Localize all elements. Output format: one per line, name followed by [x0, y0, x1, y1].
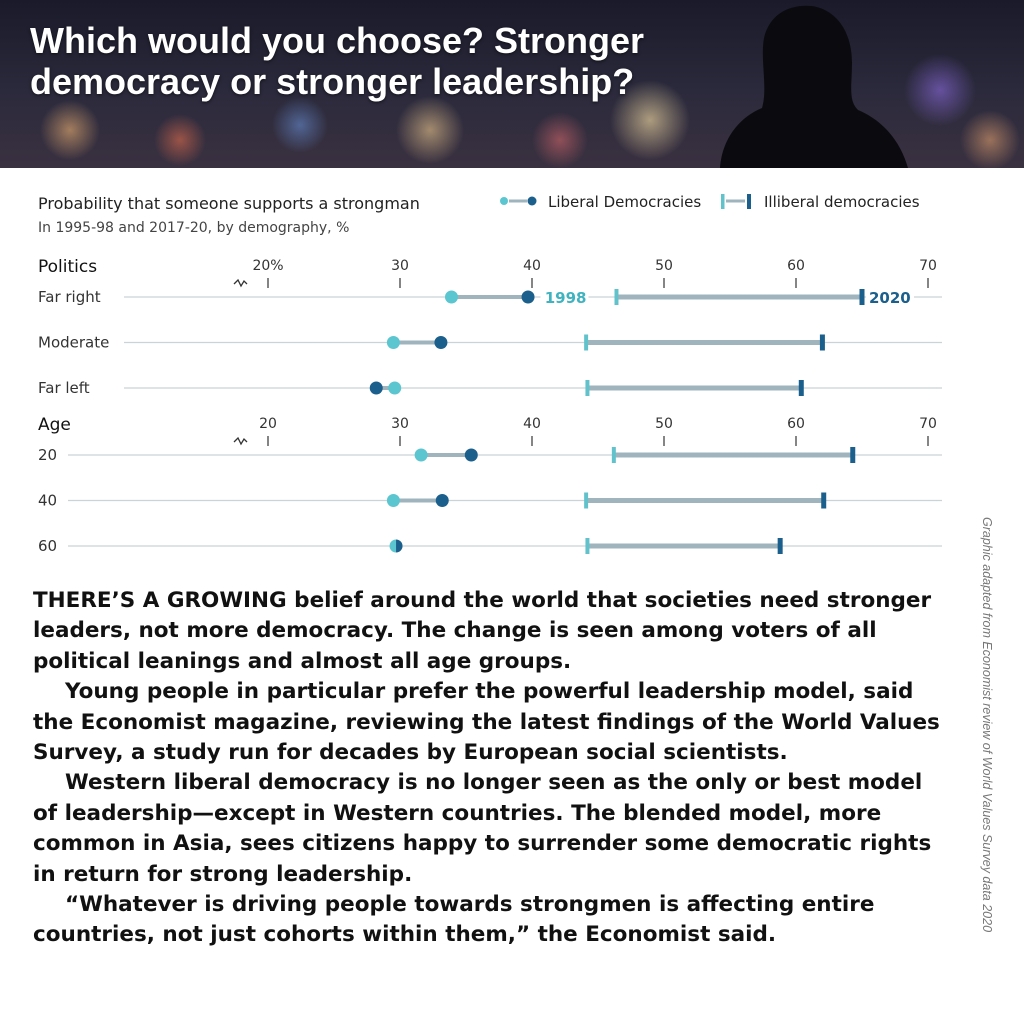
liberal-2017-dot: [370, 382, 383, 395]
chart-subtitle: In 1995-98 and 2017-20, by demography, %: [38, 220, 350, 236]
axis-break-icon: [234, 438, 247, 444]
liberal-1995-dot: [390, 540, 397, 553]
x-tick-label: 60: [787, 416, 805, 432]
chart-row: [38, 379, 942, 397]
article-paragraph-text: Western liberal democracy is no longer seen as the only or best model of leadership—except in Western countries. The blended model, more common in Asia, sees citizens happy to surrender some democratic rights in return for strong leadership.: [33, 770, 932, 887]
x-tick-label: 60: [787, 258, 805, 274]
chart-row: [38, 446, 942, 464]
x-tick-label: 30: [391, 416, 409, 432]
liberal-1995-dot: [387, 494, 400, 507]
liberal-1995-dot: [388, 382, 401, 395]
panel-politics: [38, 257, 942, 397]
panel-label: Politics: [38, 257, 98, 277]
article-paragraph: [33, 677, 953, 768]
panel-label: Age: [38, 415, 71, 435]
illiberal-1995-marker: [614, 289, 618, 305]
legend-illiberal-2017-bar: [747, 194, 751, 209]
legend-liberal-label: Liberal Democracies: [548, 193, 702, 211]
strongman-chart: [0, 168, 1024, 586]
article-paragraph-text: “Whatever is driving people towards strongmen is affecting entire countries, not just cohorts within them,” the Economist said.: [33, 892, 875, 948]
illiberal-1995-marker: [612, 447, 616, 463]
illiberal-2017-marker: [820, 335, 825, 351]
liberal-1995-dot: [415, 449, 428, 462]
article-paragraph: [33, 586, 953, 677]
chart-row: [38, 334, 942, 352]
row-label: 60: [38, 537, 58, 555]
liberal-1995-dot: [387, 336, 400, 349]
article-lead-in: THERE’S A GROWING: [33, 588, 287, 613]
illiberal-2017-marker: [860, 289, 865, 305]
axis-break-icon: [234, 280, 247, 286]
illiberal-end-year-label: 2020: [869, 289, 911, 307]
chart-title: Probability that someone supports a strongman: [38, 194, 420, 213]
x-tick-label: 50: [655, 416, 673, 432]
plot-area: [38, 257, 942, 555]
liberal-2017-dot: [436, 494, 449, 507]
row-label: Far right: [38, 288, 101, 306]
legend-illiberal-label: Illiberal democracies: [764, 193, 920, 211]
panel-age: [38, 415, 942, 555]
x-tick-label: 20%: [252, 258, 284, 274]
article-paragraph-text: Young people in particular prefer the powerful leadership model, said the Economist magazine, reviewing the latest findings of the World Values Survey, a study run for decades by European social scientists.: [33, 679, 940, 766]
illiberal-1995-marker: [585, 538, 589, 554]
headline: Which would you choose? Stronger democracy or stronger leadership?: [30, 20, 645, 102]
illiberal-2017-marker: [778, 538, 783, 554]
row-label: Moderate: [38, 333, 110, 352]
article-body: [33, 586, 953, 951]
x-tick-label: 70: [919, 416, 937, 432]
row-label: 40: [38, 491, 58, 510]
illiberal-1995-marker: [584, 493, 588, 509]
row-label: Far left: [38, 379, 90, 397]
x-tick-label: 30: [391, 258, 409, 274]
x-tick-label: 50: [655, 258, 673, 274]
legend-illiberal-1995-bar: [721, 194, 725, 209]
liberal-2017-dot: [522, 291, 535, 304]
article-paragraph-text: belief around the world that societies need stronger leaders, not more democracy. The change is seen among voters of all political leanings and almost all age groups.: [33, 588, 932, 674]
article-paragraph: [33, 890, 953, 951]
illiberal-2017-marker: [799, 380, 804, 396]
chart-row: [38, 537, 942, 555]
x-tick-label: 40: [523, 416, 541, 432]
legend-liberal-2017-dot: [528, 197, 537, 206]
liberal-2017-dot: [465, 449, 478, 462]
chart-row: [38, 492, 942, 510]
liberal-2017-dot: [396, 540, 403, 553]
x-tick-label: 70: [919, 258, 937, 274]
article-paragraph: [33, 768, 953, 890]
graphic-credit: Graphic adapted from Economist review of World Values Survey data 2020: [980, 517, 994, 933]
liberal-1995-dot: [445, 291, 458, 304]
illiberal-1995-marker: [584, 335, 588, 351]
legend-liberal-1995-dot: [500, 197, 508, 205]
chart-legend: [500, 193, 920, 211]
illiberal-2017-marker: [821, 493, 826, 509]
row-label: 20: [38, 446, 58, 464]
liberal-2017-dot: [434, 336, 447, 349]
chart-row: [38, 287, 942, 307]
header-banner: [0, 0, 1024, 168]
illiberal-2017-marker: [850, 447, 855, 463]
x-tick-label: 20: [259, 416, 277, 432]
x-tick-label: 40: [523, 258, 541, 274]
illiberal-1995-marker: [585, 380, 589, 396]
illiberal-start-year-label: 1998: [544, 289, 587, 307]
